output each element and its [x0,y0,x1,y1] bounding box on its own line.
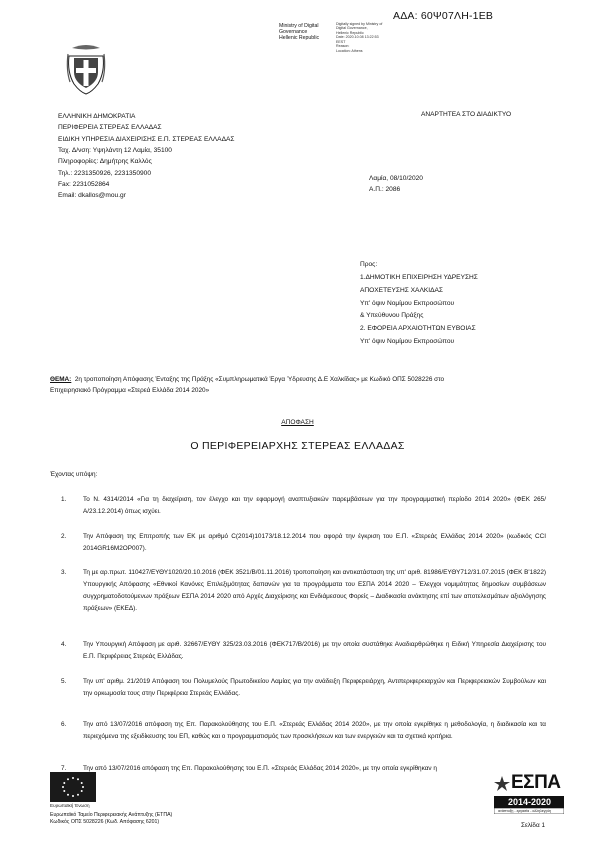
list-item: 1. Το Ν. 4314/2014 «Για τη διαχείριση, τον έλεγχο και την εφαρμογή αναπτυξιακών παρεμβάσεων για την προγραμματική περίοδο 2014 2020» (ΦΕΚ 265/Α/23.12.2014) όπως ισχύει. [61,496,546,515]
eu-flag-icon [50,772,96,802]
publish-notice: ΑΝΑΡΤΗΤΕΑ ΣΤΟ ΔΙΑΔΙΚΤΥΟ [421,111,512,118]
digital-signature-block: Ministry of Digital Governance Hellenic Republic [279,23,320,42]
recipients-block: Προς: 1.ΔΗΜΟΤΙΚΗ ΕΠΙΧΕΙΡΗΣΗ ΥΔΡΕΥΣΗΣ ΑΠΟΧΕΤΕΥΣΗΣ ΧΑΛΚΙΔΑΣ Υπ' όψιν Νομίμου Εκπροσώπου & Υπεύθυνου Πράξης 2. ΕΦΟΡΕΙΑ ΑΡΧΑΙΟΤΗΤΩΝ ΕΥΒΟΙΑΣ Υπ' όψιν Νομίμου Εκπροσώπου [360,261,478,346]
document-date: Λαμία, 08/10/2020 [369,175,423,182]
espa-wordmark: ΕΣΠΑ [511,772,561,793]
date-block [369,174,423,195]
subject-block [50,374,545,396]
agency-line: ΕΙΔΙΚΗ ΥΠΗΡΕΣΙΑ ΔΙΑΧΕΙΡΙΣΗΣ Ε.Π. ΣΤΕΡΕΑΣ ΕΛΛΑΔΑΣ [58,135,235,143]
eu-label: Ευρωπαϊκή Ένωση [50,803,90,808]
list-item: 2. Την Απόφαση της Επιτροπής των ΕΚ με αριθμό C(2014)10173/18.12.2014 που αφορά την έγκριση του Ε.Π. «Στερεάς Ελλάδας 2014 2020» (κωδικός CCI 2014GR16M2OP007). [61,533,546,552]
fund-info: Ευρωπαϊκό Ταμείο Περιφερειακής Ανάπτυξης (ΕΤΠΑ) Κωδικός ΟΠΣ 5028226 (Κωδ. Απόφασης 6201) [50,812,173,825]
list-item: 3. Τη με αρ.πρωτ. 110427/ΕΥΘΥ1020/20.10.2016 (ΦΕΚ 3521/Β/01.11.2016) τροποποίηση και αντικατάσταση της υπ' αριθ. 81986/ΕΥΘΥ712/31.07.2015 (ΦΕΚ Β'1822) Υπουργικής Απόφασης «Εθνικοί Κανόνες Επιλεξιμότητας δαπανών για τα προγράμματα του ΕΣΠΑ 2014 2020 – Έλεγχοι νομιμότητας δημοσίων συμβάσεων συγχρηματοδοτούμενων πράξεων ΕΣΠΑ 2014 2020 από Αρχές Διαχείρισης και Ενδιάμεσους Φορείς – Διαδικασία ανάκτησης επί των αποτελεσμάτων αξιολόγησης πράξεων» (ΕΚΕΔ). [61,569,546,612]
protocol-number: Α.Π.: 2086 [369,185,401,193]
list-item: 7. Την από 13/07/2016 απόφαση της Επ. Παρακολούθησης του Ε.Π. «Στερεάς Ελλάδας 2014 2020», με την οποία εγκρίθηκαν η [61,765,437,772]
address-line: Ταχ. Δ/νση: Υψηλάντη 12 Λαμία, 35100 [58,146,172,154]
ada-code: ΑΔΑ: 60Ψ07ΛΗ-1ΕΒ [393,10,494,22]
list-item: 5. Την υπ' αριθμ. 21/2019 Απόφαση του Πολυμελούς Πρωτοδικείου Λαμίας για την ανάδειξη Περιφερειάρχη, Αντιπεριφερειαρχών και Περιφερειακών Συμβούλων και την ορκωμοσία τους στην Περιφέρεια Στερεάς Ελλάδας. [61,678,546,697]
list-item: 6. Την από 13/07/2016 απόφαση της Επ. Παρακολούθησης του Ε.Π. «Στερεάς Ελλάδας 2014 2020», με την οποία εγκρίθηκε η μεθοδολογία, η διαδικασία και τα περιεχόμενα της εξειδίκευσης του ΕΠ, καθώς και ο προγραμματισμός των προσκλήσεων και των ενεργειών και τα σχετικά κριτήρια. [61,721,546,740]
email-line: Email: dkallos@mou.gr [58,192,126,200]
subject-line-1: 2η τροποποίηση Απόφασης Ένταξης της Πράξης «Συμπληρωματικά Έργα Ύδρευσης Δ.Ε Χαλκίδας» με Κωδικό ΟΠΣ 5028226 στο [74,376,445,383]
info-line: Πληροφορίες: Δημήτρης Καλλός [58,158,152,166]
decision-heading: ΑΠΟΦΑΣΗ [281,419,314,426]
list-item: 4. Την Υπουργική Απόφαση με αριθ. 32667/ΕΥΘΥ 325/23.03.2016 (ΦΕΚ717/Β/2016) με την οποία συστάθηκε Αναδιαρθρώθηκε η Ειδική Υπηρεσία Διαχείρισης του Ε.Π. Περιφέρειας Στερεάς Ελλάδας. [61,641,546,660]
country-line: ΕΛΛΗΝΙΚΗ ΔΗΜΟΚΡΑΤΙΑ [58,113,136,120]
region-line: ΠΕΡΙΦΕΡΕΙΑ ΣΤΕΡΕΑΣ ΕΛΛΑΔΑΣ [58,124,162,132]
page-number: Σελίδα 1 [521,822,545,829]
espa-logo [494,772,564,814]
fax-line: Fax: 2231052864 [58,180,110,188]
subject-line-2: Επιχειρησιακό Πρόγραμμα «Στερεά Ελλάδα 2014 2020» [50,387,210,395]
subject-label: ΘΕΜΑ: [50,376,72,383]
sender-header [58,111,234,202]
phone-line: Τηλ.: 2231350926, 2231350900 [58,169,152,177]
espa-years: 2014-2020 [508,797,552,807]
greek-coat-of-arms-icon [64,42,108,96]
digital-signature-details: Digitally signed by Ministry of Digital Governance, Hellenic Republic Date: 2020.10.08 13:22:53 EEST Reason: Location: Athens [336,22,383,53]
espa-slogan: ανάπτυξη - εργασία - αλληλεγγύη [498,809,552,813]
document-title: Ο ΠΕΡΙΦΕΡΕΙΑΡΧΗΣ ΣΤΕΡΕΑΣ ΕΛΛΑΔΑΣ [190,440,405,452]
considerations-intro: Έχοντας υπόψη: [50,471,98,478]
